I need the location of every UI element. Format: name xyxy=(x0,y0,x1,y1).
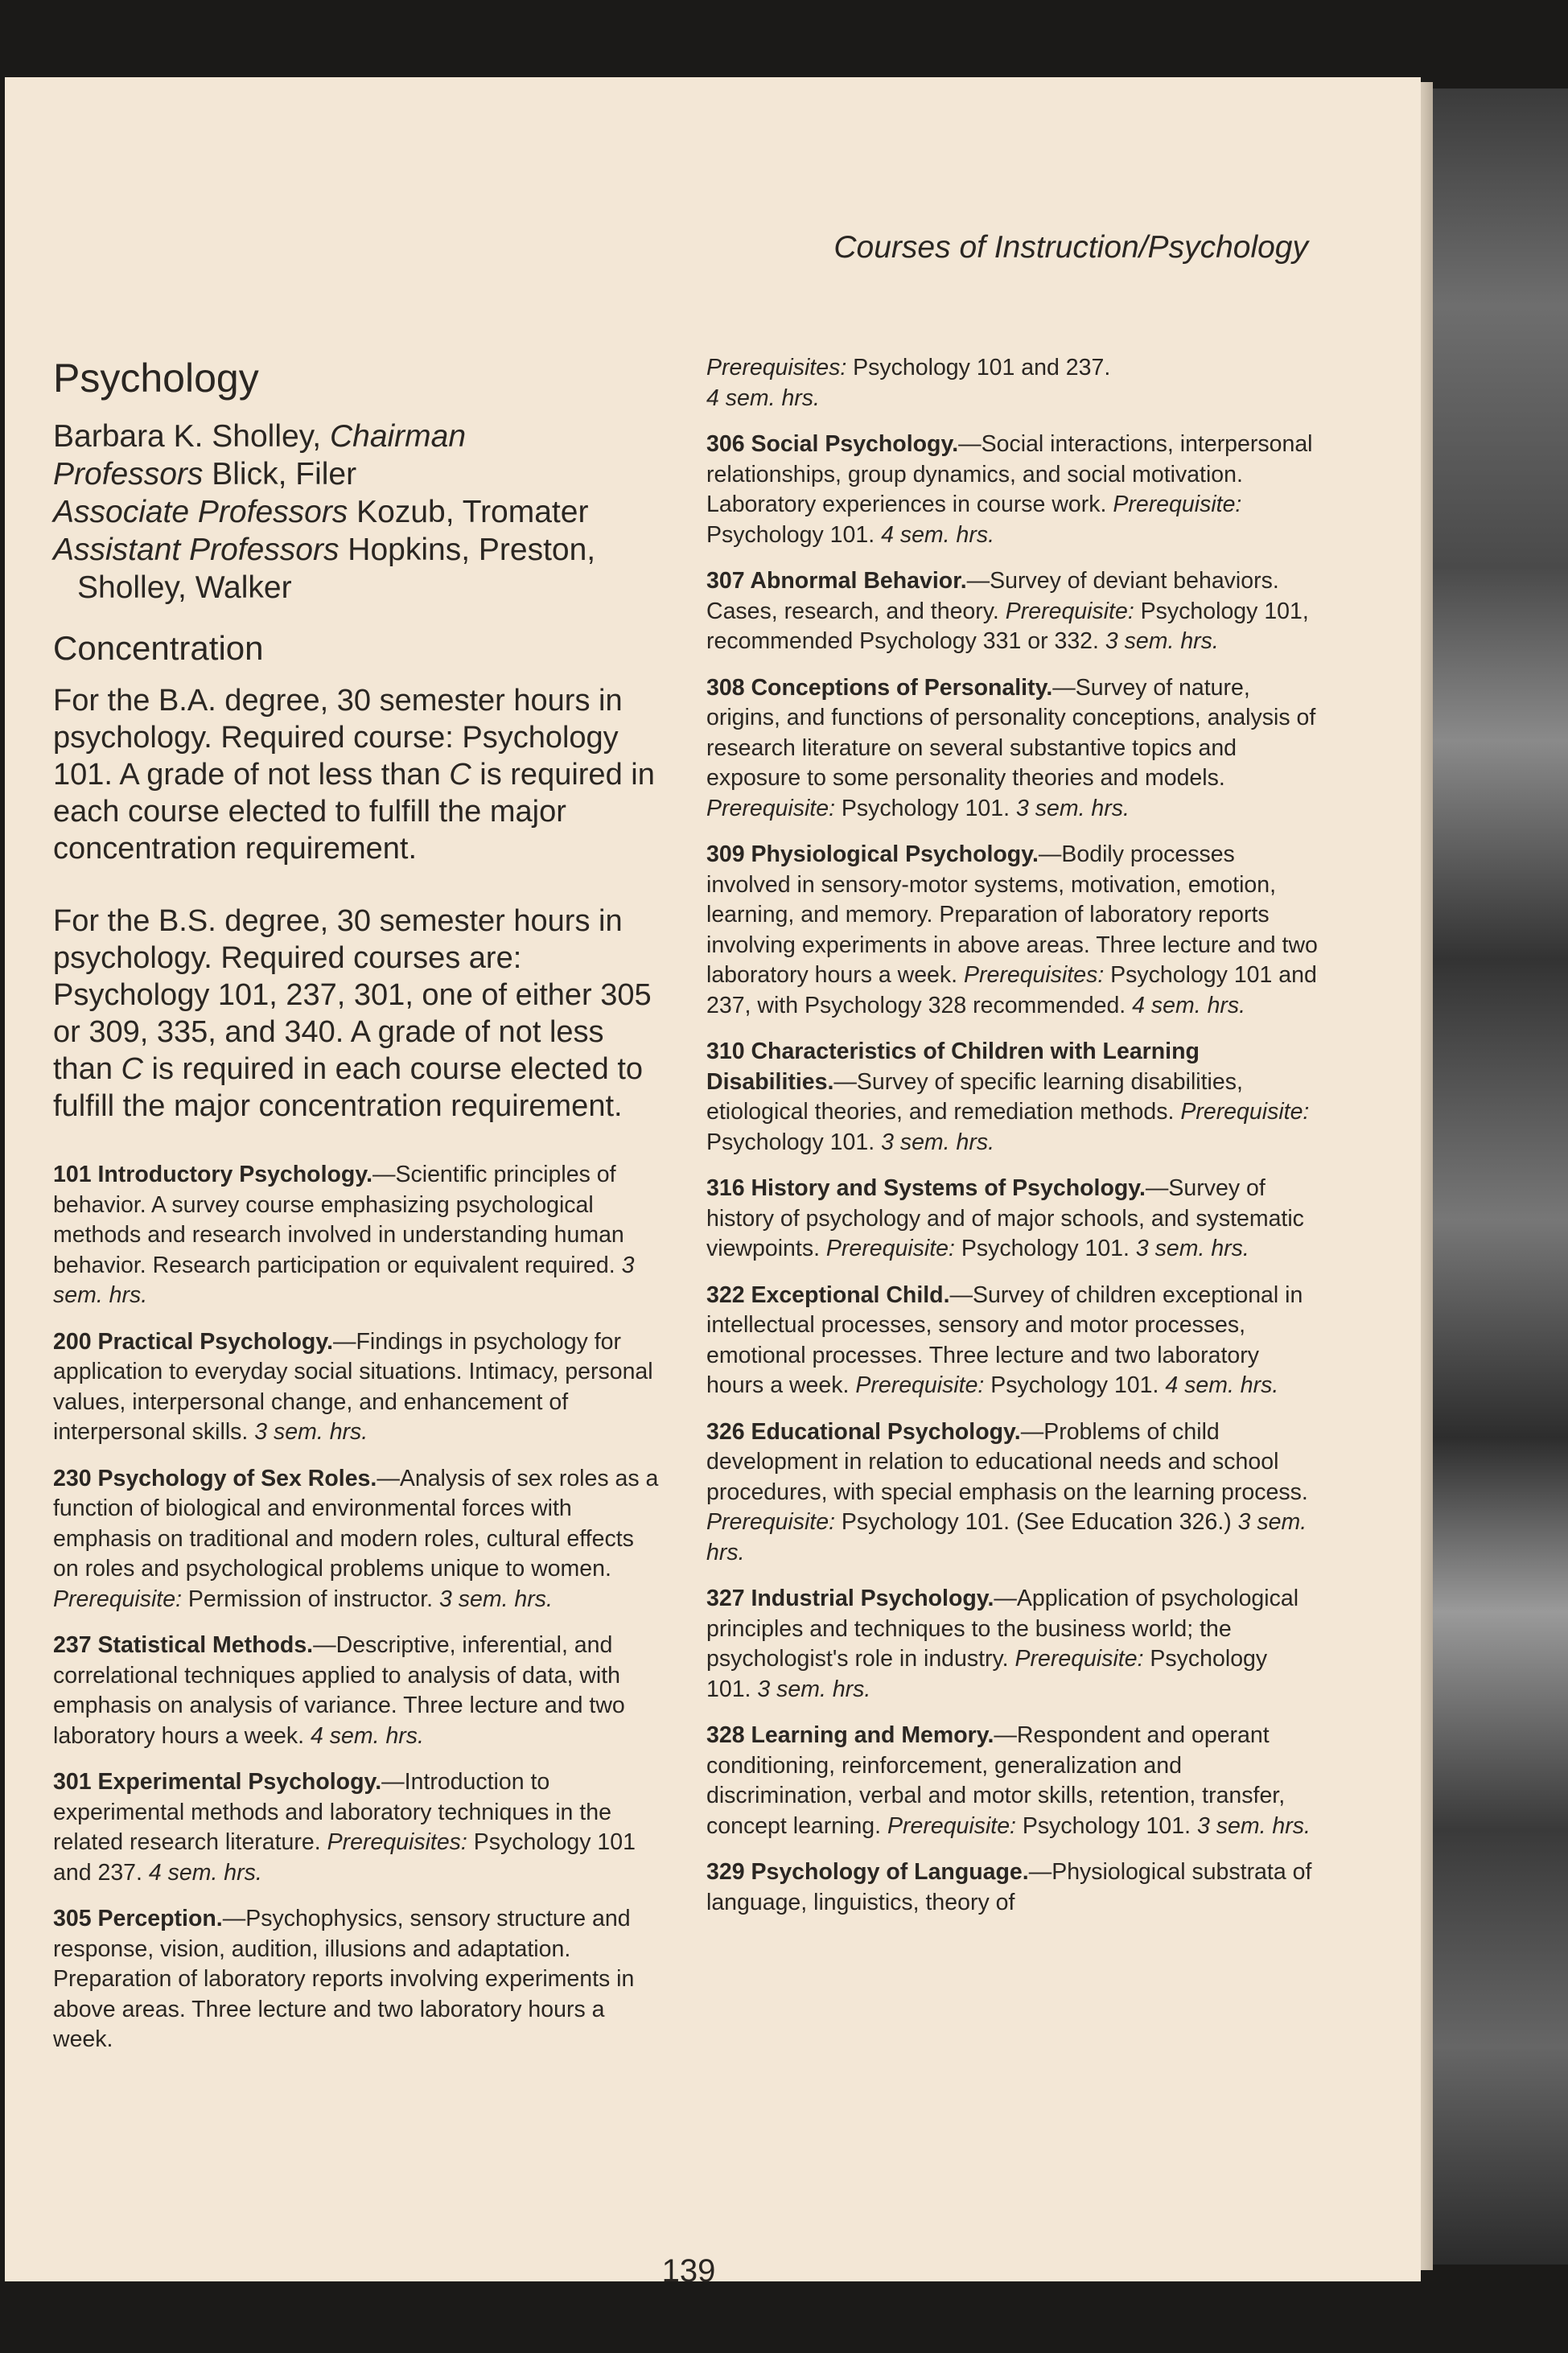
course-description: —Problems of child development in relation to educational needs and school procedures, with special emphasis on the learning process. xyxy=(706,1418,1308,1505)
course-hours: 4 sem. hrs. xyxy=(881,521,995,548)
course-prereq-label: Prerequisite: xyxy=(1014,1646,1144,1672)
course-hours: 3 sem. hrs. xyxy=(1196,1812,1311,1839)
course-hours: 3 sem. hrs. xyxy=(706,1509,1307,1565)
running-head: Courses of Instruction/Psychology xyxy=(833,230,1308,265)
course-title: 308 Conceptions of Personality. xyxy=(706,674,1053,701)
course-description: —Survey of nature, origins, and functions of personality conceptions, analysis of research literature on several substantive topics and exposure to some personality theories and models. xyxy=(706,674,1316,791)
course-title: 307 Abnormal Behavior. xyxy=(706,568,967,594)
course-description: —Survey of history of psychology and of major schools, and systematic viewpoints. xyxy=(706,1175,1304,1261)
course-description: —Physiological substrata of language, linguistics, theory of xyxy=(706,1859,1312,1915)
faculty-line xyxy=(53,531,665,569)
course-entry xyxy=(706,840,1318,1021)
page-number: 139 xyxy=(661,2253,716,2281)
course-entry xyxy=(706,1174,1318,1265)
course-hours: 3 sem. hrs. xyxy=(1105,628,1219,654)
faculty-list xyxy=(53,418,665,607)
requirement-text: For the B.A. degree, 30 semester hours in psychology. Required course: Psychology 101. A grade of not less than xyxy=(53,684,623,792)
department-title: Psychology xyxy=(53,356,259,401)
faculty-rank: Assistant Professors xyxy=(53,533,340,567)
course-description: —Application of psychological principles and techniques to the business world; the psychologist's role in industry. xyxy=(706,1586,1299,1672)
course-entry xyxy=(53,1327,665,1448)
course-description: —Survey of specific learning disabilities, etiological theories, and remediation methods. xyxy=(706,1068,1243,1125)
course-prereq-label: Prerequisite: xyxy=(1180,1099,1310,1125)
requirement-text: For the B.S. degree, 30 semester hours in psychology. Required courses are: Psychology 101, 237, 301, one of either 305 or 309, 335, and 340. A grade of not less than xyxy=(53,904,652,1086)
course-entry xyxy=(53,1904,665,2055)
carryover-entry xyxy=(706,353,1318,413)
course-hours: 3 sem. hrs. xyxy=(1015,795,1130,821)
left-column xyxy=(53,355,665,2071)
course-title: 327 Industrial Psychology. xyxy=(706,1586,994,1611)
course-prereq-text: Psychology 101. (See Education 326.) xyxy=(835,1509,1238,1535)
faculty-names: Blick, Filer xyxy=(203,457,357,492)
course-hours: 3 sem. hrs. xyxy=(757,1676,871,1702)
course-description: —Social interactions, interpersonal relationships, group dynamics, and social motivation. Laboratory experiences in course work. xyxy=(706,431,1313,517)
course-entry xyxy=(706,566,1318,657)
course-title: 309 Physiological Psychology. xyxy=(706,841,1039,867)
course-title: 101 Introductory Psychology. xyxy=(53,1162,372,1187)
course-prereq-label: Prerequisite: xyxy=(1113,492,1242,517)
grade-letter: C xyxy=(449,758,471,792)
course-entry xyxy=(706,1584,1318,1705)
course-entry xyxy=(53,1631,665,1751)
course-prereq-label: Prerequisite: xyxy=(706,795,835,821)
right-column xyxy=(706,353,1318,1934)
course-prereq-text: Permission of instructor. xyxy=(182,1586,439,1612)
course-entry xyxy=(53,1160,665,1311)
course-prereq-text: Psychology 101 and 237. xyxy=(53,1829,636,1886)
catalog-page xyxy=(5,77,1421,2281)
course-title: 329 Psychology of Language. xyxy=(706,1859,1029,1885)
course-title: 322 Exceptional Child. xyxy=(706,1281,950,1308)
course-hours: 3 sem. hrs. xyxy=(254,1419,368,1445)
course-title: 200 Practical Psychology. xyxy=(53,1328,333,1355)
course-prereq-label: Prerequisites: xyxy=(327,1829,467,1855)
faculty-rank: Associate Professors xyxy=(53,495,348,529)
course-hours: 4 sem. hrs. xyxy=(1165,1372,1279,1398)
faculty-names: Hopkins, Preston, xyxy=(339,533,596,567)
requirement-text: is required in each course elected to fulfill the major concentration requirement. xyxy=(53,758,655,866)
course-prereq-text: Psychology 101. xyxy=(835,795,1016,821)
course-entry xyxy=(706,1417,1318,1569)
course-prereq-label: Prerequisite: xyxy=(53,1586,182,1612)
course-prereq-text: Psychology 101. xyxy=(706,1129,882,1155)
faculty-line xyxy=(53,493,665,531)
faculty-rank: Professors xyxy=(53,457,204,492)
course-hours: 3 sem. hrs. xyxy=(1135,1236,1249,1261)
course-prereq-label: Prerequisite: xyxy=(825,1236,955,1261)
course-description: —Analysis of sex roles as a function of biological and environmental forces with emphasis on traditional and modern roles, cultural effects on roles and psychological problems unique to women. xyxy=(53,1465,659,1582)
course-description: —Psychophysics, sensory structure and response, vision, audition, illusions and adaptation. Preparation of laboratory reports involving experiments in above areas. Three lecture and two laboratory hours a week. xyxy=(53,1906,635,2052)
course-description: —Bodily processes involved in sensory-motor systems, motivation, emotion, learning, and memory. Preparation of laboratory reports involving experiments in above areas. Three lecture and two laboratory hours a week. xyxy=(706,841,1318,988)
carryover-prereq-label: Prerequisites: xyxy=(706,355,847,381)
faculty-names: Kozub, Tromater xyxy=(348,495,589,529)
course-entry xyxy=(706,1037,1318,1158)
faculty-line xyxy=(53,418,665,455)
course-entry xyxy=(706,430,1318,550)
bs-requirement xyxy=(53,903,665,1125)
course-prereq-text: Psychology 101. xyxy=(954,1236,1136,1261)
course-title: 326 Educational Psychology. xyxy=(706,1418,1021,1445)
course-entry xyxy=(706,1281,1318,1401)
course-prereq-label: Prerequisite: xyxy=(706,1509,835,1535)
course-title: 301 Experimental Psychology. xyxy=(53,1769,382,1795)
course-title: 310 Characteristics of Children with Learning Disabilities. xyxy=(706,1039,1200,1095)
course-prereq-text: Psychology 101. xyxy=(706,521,882,548)
course-description: —Respondent and operant conditioning, reinforcement, generalization and discrimination, verbal and motor skills, retention, transfer, concept learning. xyxy=(706,1722,1286,1839)
course-entry xyxy=(53,1767,665,1888)
concentration-heading: Concentration xyxy=(53,629,264,667)
course-prereq-text: Psychology 101, recommended Psychology 331 or 332. xyxy=(706,598,1309,654)
course-hours: 3 sem. hrs. xyxy=(881,1129,995,1155)
course-description: —Scientific principles of behavior. A survey course emphasizing psychological methods and research involved in understanding human behavior. Research participation or equivalent required. xyxy=(53,1162,624,1278)
course-title: 316 History and Systems of Psychology. xyxy=(706,1175,1146,1201)
course-entry xyxy=(53,1464,665,1615)
course-entry xyxy=(706,1721,1318,1841)
course-prereq-text: Psychology 101 and 237, with Psychology 328 recommended. xyxy=(706,962,1317,1018)
course-prereq-label: Prerequisite: xyxy=(887,1812,1016,1839)
course-hours: 4 sem. hrs. xyxy=(1132,992,1246,1018)
faculty-names: Barbara K. Sholley, xyxy=(53,419,330,454)
course-title: 306 Social Psychology. xyxy=(706,431,959,457)
course-hours: 3 sem. hrs. xyxy=(438,1586,553,1612)
course-hours: 4 sem. hrs. xyxy=(148,1859,262,1886)
course-prereq-label: Prerequisites: xyxy=(964,962,1105,988)
course-hours: 4 sem. hrs. xyxy=(311,1722,424,1749)
course-description: —Survey of children exceptional in intellectual processes, sensory and motor processes, emotional processes. Three lecture and two laboratory hours a week. xyxy=(706,1281,1303,1398)
right-course-list xyxy=(706,430,1318,1918)
course-prereq-text: Psychology 101. xyxy=(706,1646,1268,1702)
course-title: 230 Psychology of Sex Roles. xyxy=(53,1465,377,1491)
requirement-text: is required in each course elected to fulfill the major concentration requirement. xyxy=(53,1052,644,1123)
carryover-hours: 4 sem. hrs. xyxy=(706,385,820,411)
faculty-line xyxy=(53,455,665,493)
course-description: —Survey of deviant behaviors. Cases, research, and theory. xyxy=(706,568,1279,624)
grade-letter: C xyxy=(121,1052,143,1086)
course-prereq-text: Psychology 101. xyxy=(1015,1812,1197,1839)
course-description: —Descriptive, inferential, and correlational techniques applied to analysis of data, with emphasis on analysis of variance. Three lecture and two laboratory hours a week. xyxy=(53,1632,625,1749)
faculty-names: Sholley, Walker xyxy=(77,570,292,605)
course-entry xyxy=(706,1857,1318,1918)
carryover-prereq-text: Psychology 101 and 237. xyxy=(846,355,1111,381)
course-hours: 3 sem. hrs. xyxy=(53,1252,635,1308)
course-title: 328 Learning and Memory. xyxy=(706,1722,994,1748)
course-title: 237 Statistical Methods. xyxy=(53,1632,314,1658)
ba-requirement xyxy=(53,682,665,867)
background-photo-strip xyxy=(1433,88,1568,2265)
faculty-line xyxy=(53,569,665,607)
course-description: —Findings in psychology for application to everyday social situations. Intimacy, personal values, interpersonal change, and enhancement of interpersonal skills. xyxy=(53,1328,653,1445)
course-prereq-label: Prerequisite: xyxy=(1005,598,1134,624)
course-entry xyxy=(706,673,1318,825)
course-description: —Introduction to experimental methods and laboratory techniques in the related research literature. xyxy=(53,1769,611,1855)
faculty-rank: Chairman xyxy=(329,419,467,454)
course-title: 305 Perception. xyxy=(53,1906,223,1931)
course-prereq-label: Prerequisite: xyxy=(855,1372,985,1398)
left-course-list xyxy=(53,1160,665,2055)
course-prereq-text: Psychology 101. xyxy=(984,1372,1166,1398)
